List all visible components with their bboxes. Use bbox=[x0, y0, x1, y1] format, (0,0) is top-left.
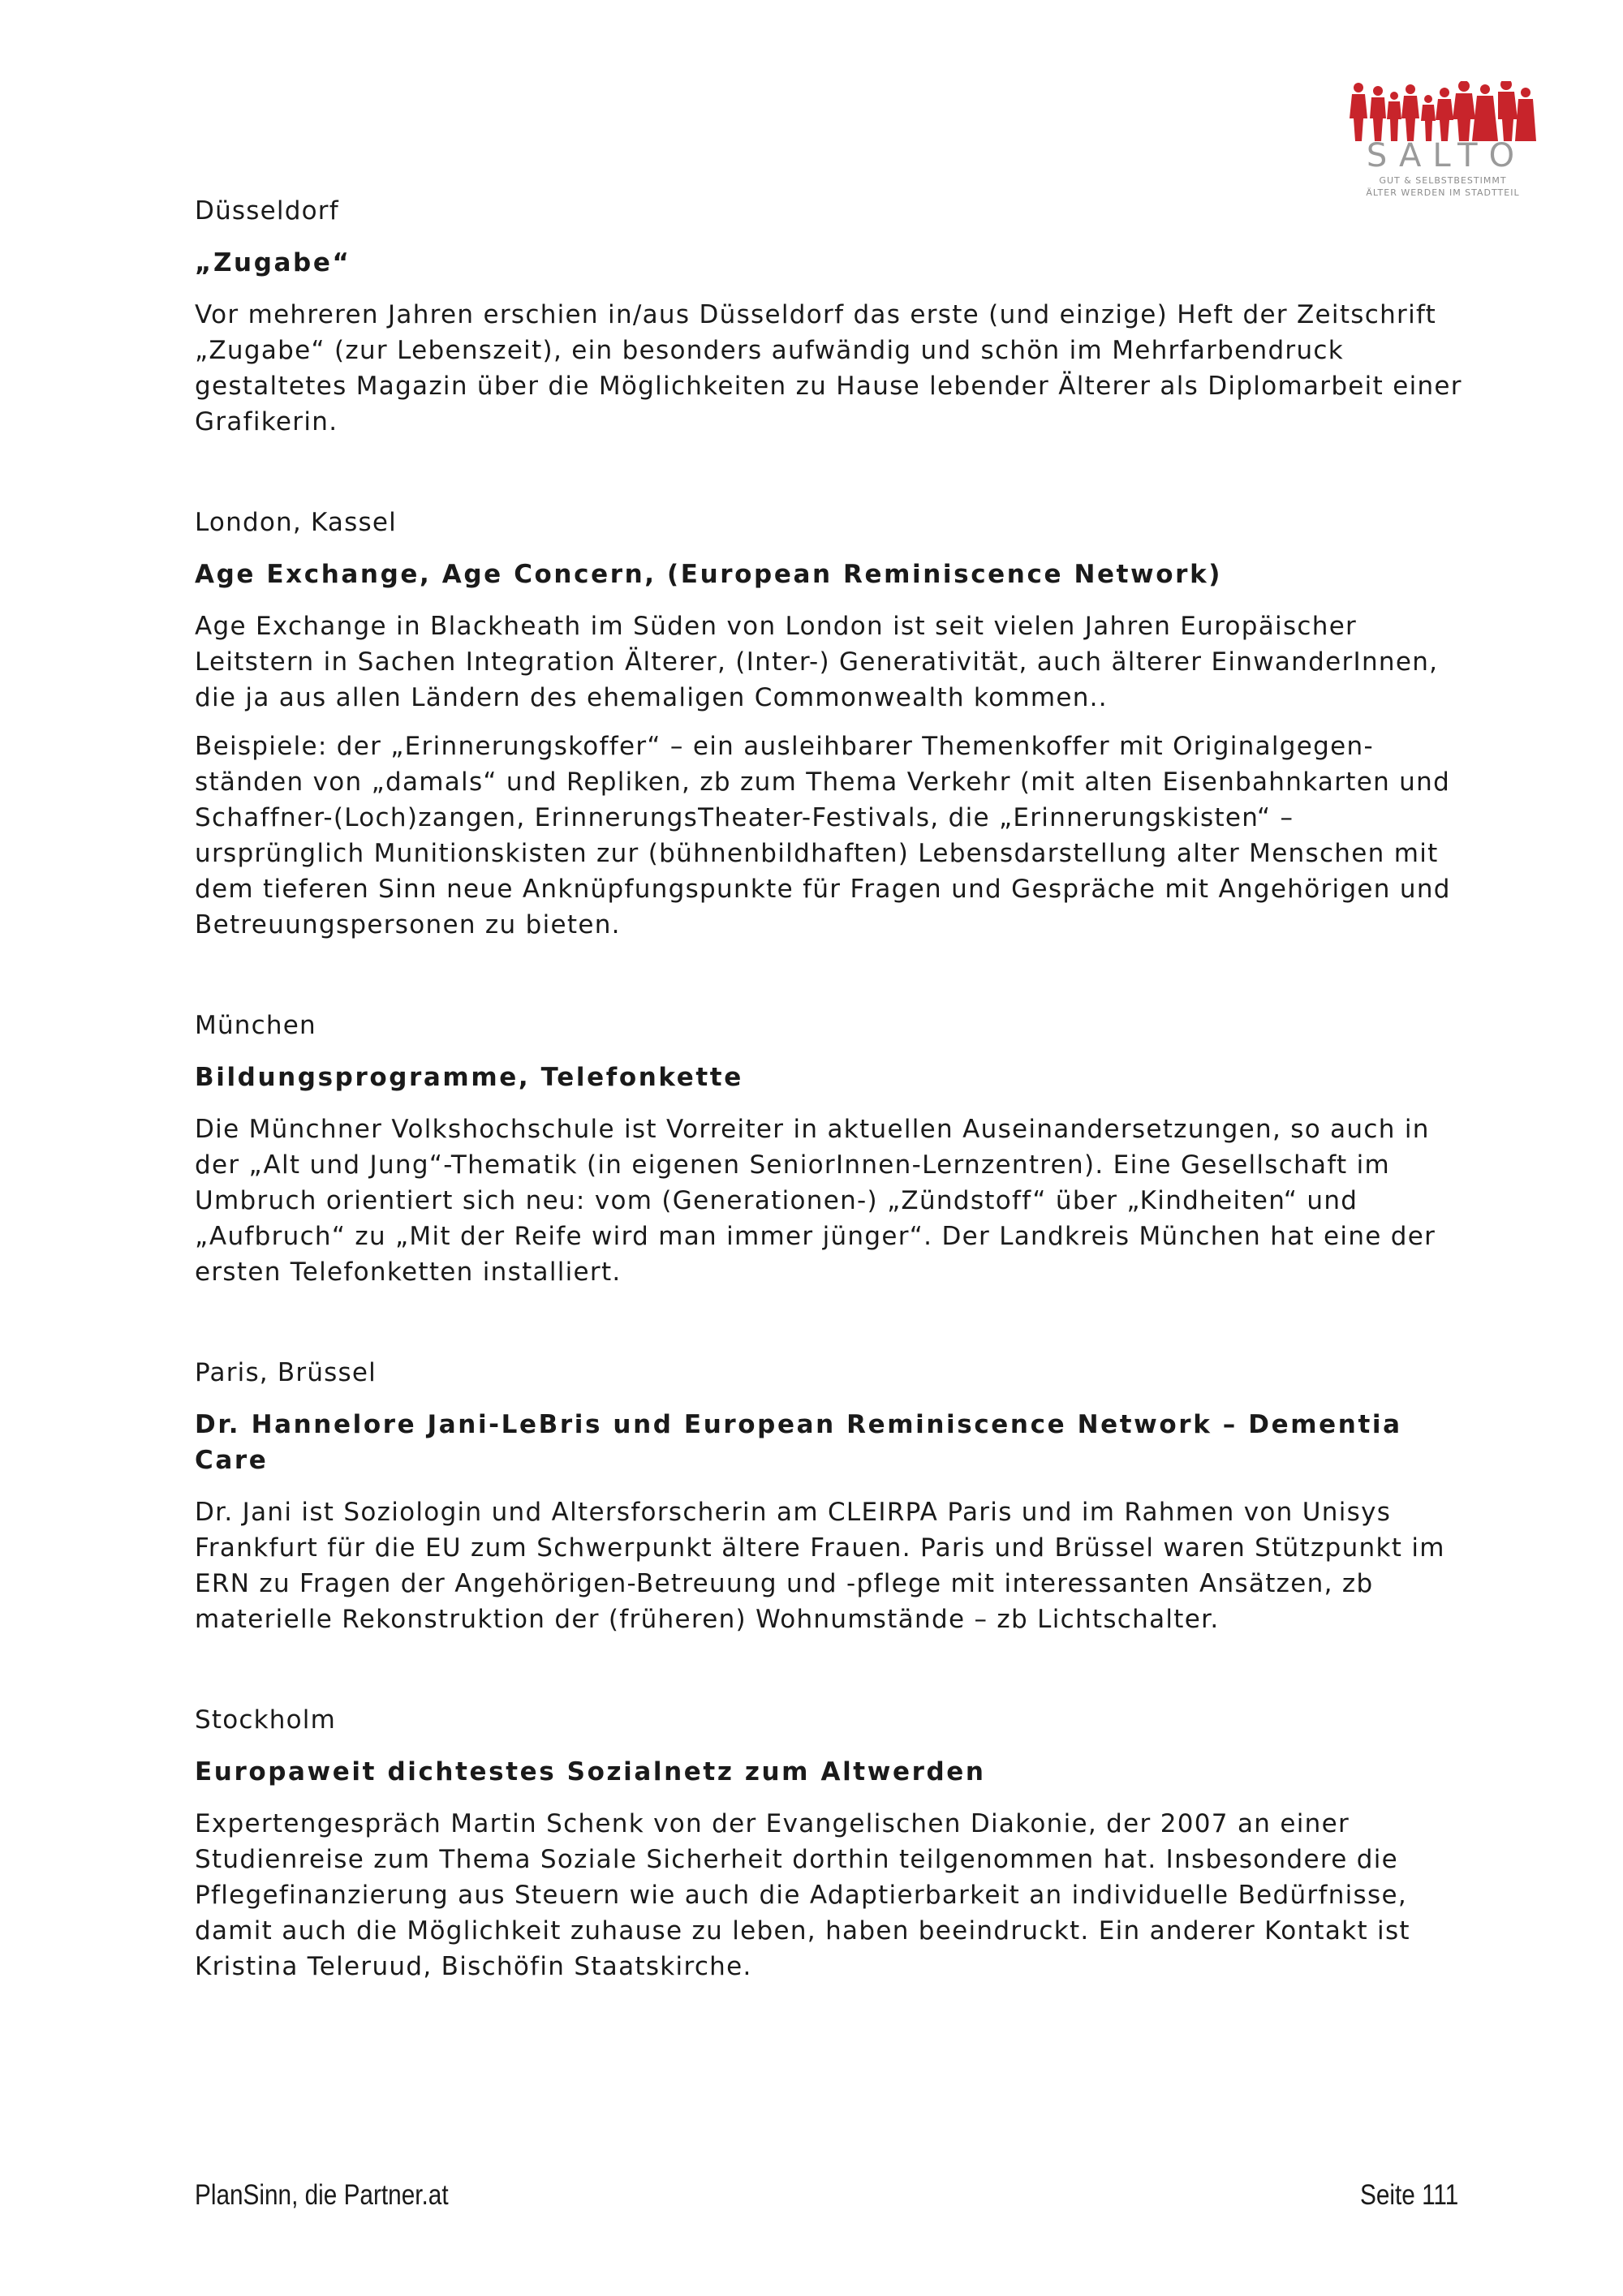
section-london-kassel bbox=[195, 505, 1469, 943]
footer-page-number: Seite 111 bbox=[1360, 2179, 1459, 2211]
section-paragraph: Vor mehreren Jahren erschien in/aus Düsseldorf das erste (und einzige) Heft der Zeitschrift „Zugabe“ (zur Lebenszeit), ein besonders aufwändig und schön im Mehrfarbendruck gestaltetes Magazin über die Möglichkeiten zu Hause lebender Älterer als Diplomarbeit einer Grafikerin. bbox=[195, 300, 1462, 436]
section-stockholm bbox=[195, 1702, 1469, 1984]
logo-wordmark: SALTO bbox=[1366, 137, 1526, 174]
section-paragraph: Age Exchange in Blackheath im Süden von London ist seit vielen Jahren Europäischer Leitstern in Sachen Integration Älterer, (Inter-) Generativität, auch älterer EinwanderInnen, die ja aus allen Ländern des ehemaligen Commonwealth kommen.. bbox=[195, 612, 1439, 712]
logo-tagline-2: ÄLTER WERDEN IM STADTTEIL bbox=[1366, 187, 1520, 198]
section-muenchen bbox=[195, 1008, 1469, 1290]
people-silhouettes-icon bbox=[1347, 81, 1539, 146]
section-paragraph: Beispiele: der „Erinnerungskoffer“ – ein ausleihbarer Themenkoffer mit Originalgegen-ständen von „damals“ und Repliken, zb zum Thema Verkehr (mit alten Eisenbahnkarten und Schaffner-(Loch)zangen, ErinnerungsTheater-Festivals, die „Erinnerungskisten“ – ursprünglich Munitionskisten zur (bühnenbildhaften) Lebensdarstellung alter Menschen mit dem tieferen Sinn neue Anknüpfungspunkte für Fragen und Gespräche mit Angehörigen und Betreuungspersonen zu bieten. bbox=[195, 732, 1451, 939]
main-content bbox=[195, 193, 1469, 2049]
section-paragraph: Die Münchner Volkshochschule ist Vorreiter in aktuellen Auseinandersetzungen, so auch in der „Alt und Jung“-Thematik (in eigenen SeniorInnen-Lernzentren). Eine Gesellschaft im Umbruch orientiert sich neu: vom (Generationen-) „Zündstoff“ über „Kindheiten“ und „Aufbruch“ zu „Mit der Reife wird man immer jünger“. Der Landkreis München hat eine der ersten Telefonketten installiert. bbox=[195, 1115, 1436, 1287]
section-city: München bbox=[195, 1011, 316, 1040]
salto-logo bbox=[1347, 81, 1539, 203]
footer-publisher: PlanSinn, die Partner.at bbox=[195, 2179, 449, 2211]
section-paris-bruessel bbox=[195, 1355, 1469, 1637]
section-city: Paris, Brüssel bbox=[195, 1358, 377, 1387]
section-city: Düsseldorf bbox=[195, 196, 339, 226]
section-heading: Age Exchange, Age Concern, (European Reminiscence Network) bbox=[195, 560, 1223, 589]
section-paragraph: Expertengespräch Martin Schenk von der Evangelischen Diakonie, der 2007 an einer Studienreise zum Thema Soziale Sicherheit dorthin teilgenommen hat. Insbesondere die Pflegefinanzierung aus Steuern wie auch die Adaptierbarkeit an individuelle Bedürfnisse, damit auch die Möglichkeit zuhause zu leben, haben beeindruckt. Ein anderer Kontakt ist Kristina Teleruud, Bischöfin Staatskirche. bbox=[195, 1809, 1410, 1981]
section-heading: Dr. Hannelore Jani-LeBris und European Reminiscence Network – Dementia Care bbox=[195, 1410, 1402, 1475]
logo-tagline-1: GUT & SELBSTBESTIMMT bbox=[1379, 175, 1507, 186]
section-duesseldorf bbox=[195, 193, 1469, 440]
section-paragraph: Dr. Jani ist Soziologin und Altersforscherin am CLEIRPA Paris und im Rahmen von Unisys Frankfurt für die EU zum Schwerpunkt ältere Frauen. Paris und Brüssel waren Stützpunkt im ERN zu Fragen der Angehörigen-Betreuung und -pflege mit interessanten Ansätzen, zb materielle Rekonstruktion der (früheren) Wohnumstände – zb Lichtschalter. bbox=[195, 1498, 1445, 1634]
section-heading: Bildungsprogramme, Telefonkette bbox=[195, 1063, 743, 1092]
section-heading: Europaweit dichtestes Sozialnetz zum Altwerden bbox=[195, 1757, 986, 1786]
section-city: London, Kassel bbox=[195, 508, 397, 537]
section-city: Stockholm bbox=[195, 1705, 337, 1735]
section-heading: „Zugabe“ bbox=[195, 248, 351, 277]
